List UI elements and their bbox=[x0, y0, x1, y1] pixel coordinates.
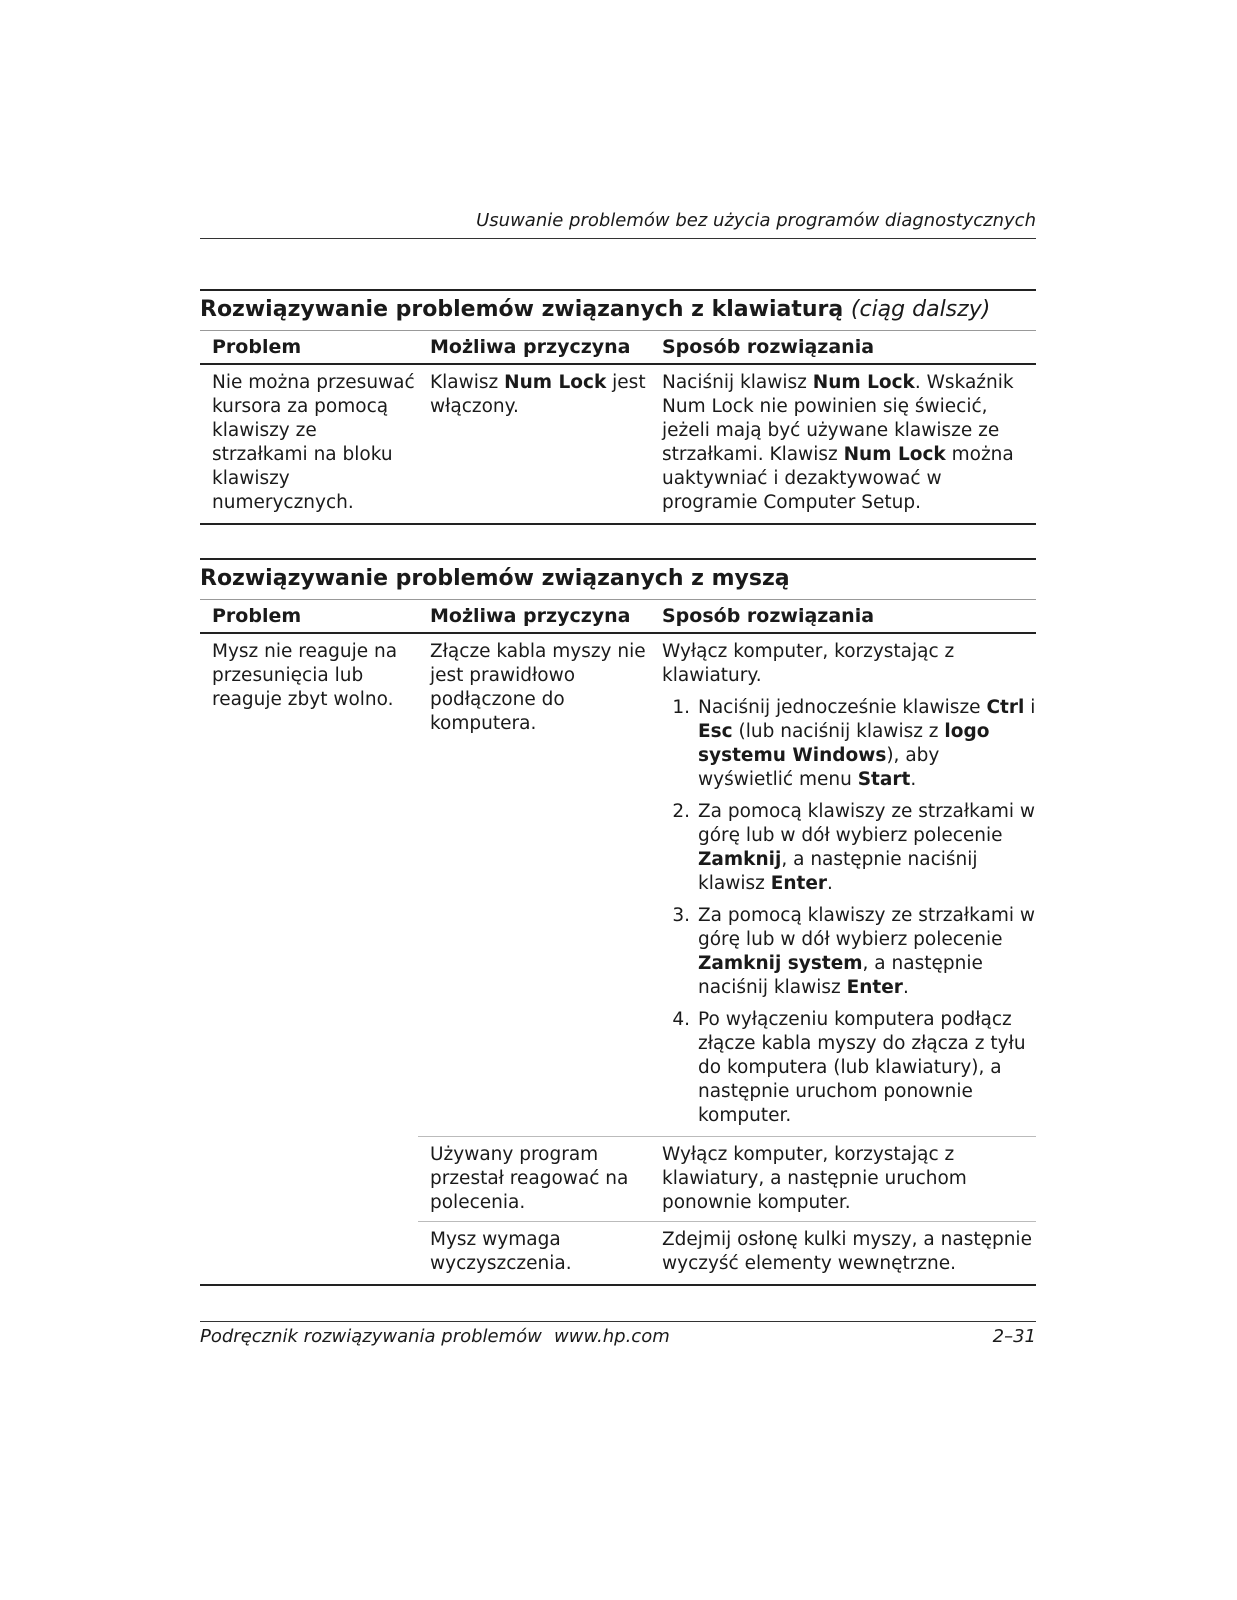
steps-list bbox=[662, 696, 1036, 1128]
step-text bbox=[698, 800, 1036, 896]
footer-rule bbox=[200, 1321, 1036, 1322]
cause-cell: Mysz wymaga wyczyszczenia. bbox=[418, 1221, 650, 1276]
key-name: Enter bbox=[770, 873, 828, 894]
step-text-part: . bbox=[902, 977, 909, 998]
cause-cell: Złącze kabla myszy nie jest prawidłowo podłączone do komputera. bbox=[430, 641, 646, 734]
key-name: Esc bbox=[698, 721, 733, 742]
step-number: 3. bbox=[672, 905, 690, 926]
step-number: 4. bbox=[672, 1009, 690, 1030]
key-name: Start bbox=[857, 769, 911, 790]
mouse-table-header bbox=[200, 599, 1036, 634]
step-text-part: ), aby wyświetlić menu bbox=[698, 745, 940, 790]
solution-intro: Wyłącz komputer, korzystając z klawiatury. bbox=[662, 641, 955, 686]
list-item bbox=[662, 1008, 1036, 1128]
col-header-solution: Sposób rozwiązania bbox=[662, 605, 875, 627]
keyboard-table-title bbox=[200, 289, 1036, 330]
col-header-cause: Możliwa przyczyna bbox=[430, 605, 631, 627]
keyboard-table-header bbox=[200, 330, 1036, 365]
page-number: 2–31 bbox=[992, 1326, 1036, 1347]
table-row bbox=[418, 634, 1036, 1136]
col-header-cause: Możliwa przyczyna bbox=[430, 336, 631, 358]
mouse-table-body bbox=[200, 634, 1036, 1284]
step-text-part: Za pomocą klawiszy ze strzałkami w górę lub w dół wybierz polecenie bbox=[698, 905, 1035, 950]
key-name: Num Lock bbox=[843, 444, 946, 465]
solution-text: . Wskaźnik Num Lock nie powinien się świecić, jeżeli mają być używane klawisze ze strzałkami. Klawisz bbox=[662, 372, 1014, 465]
keyboard-table-title-text: Rozwiązywanie problemów związanych z klawiaturą bbox=[200, 297, 844, 322]
problem-cell: Mysz nie reaguje na przesunięcia lub reaguje zbyt wolno. bbox=[212, 641, 398, 710]
step-text-part: . bbox=[910, 769, 917, 790]
cause-cell: Używany program przestał reagować na polecenia. bbox=[418, 1136, 650, 1215]
table-row bbox=[418, 1221, 1036, 1284]
mouse-table-rows bbox=[418, 634, 1036, 1284]
step-text-part: Za pomocą klawiszy ze strzałkami w górę lub w dół wybierz polecenie bbox=[698, 801, 1035, 846]
key-name: Zamknij bbox=[698, 849, 782, 870]
table-row bbox=[418, 1136, 1036, 1221]
footer-url: www.hp.com bbox=[554, 1326, 670, 1347]
solution-text: można uaktywniać i dezaktywować w programie Computer Setup. bbox=[662, 444, 1014, 513]
table-end-rule bbox=[200, 1284, 1036, 1286]
step-number: 2. bbox=[672, 801, 690, 822]
key-name: Enter bbox=[846, 977, 903, 998]
col-header-problem: Problem bbox=[212, 336, 302, 358]
col-header-solution: Sposób rozwiązania bbox=[662, 336, 875, 358]
step-text-part: , a następnie naciśnij klawisz bbox=[698, 849, 978, 894]
cause-text: Klawisz bbox=[430, 372, 499, 393]
list-item bbox=[662, 696, 1036, 792]
solution-cell: Wyłącz komputer, korzystając z klawiatury, a następnie uruchom ponownie komputer. bbox=[650, 1136, 1036, 1215]
table-end-rule bbox=[200, 523, 1036, 525]
solution-text: Naciśnij klawisz bbox=[662, 372, 807, 393]
footer-title: Podręcznik rozwiązywania problemów bbox=[200, 1326, 542, 1347]
keyboard-table bbox=[200, 289, 1036, 525]
keyboard-table-title-suffix: (ciąg dalszy) bbox=[850, 297, 991, 322]
list-item bbox=[662, 904, 1036, 1000]
cause-text: jest włączony. bbox=[430, 372, 646, 417]
key-name: Num Lock bbox=[812, 372, 915, 393]
mouse-table-title: Rozwiązywanie problemów związanych z myszą bbox=[200, 558, 1036, 599]
solution-cell: Zdejmij osłonę kulki myszy, a następnie wyczyść elementy wewnętrzne. bbox=[650, 1221, 1036, 1276]
problem-cell: Nie można przesuwać kursora za pomocą klawiszy ze strzałkami na bloku klawiszy numerycznych. bbox=[212, 372, 415, 513]
step-text-part: , a następnie naciśnij klawisz bbox=[698, 953, 983, 998]
key-name: Zamknij system bbox=[698, 953, 863, 974]
col-header-problem: Problem bbox=[212, 605, 302, 627]
step-text-part: i bbox=[1030, 697, 1036, 718]
key-name: logo systemu Windows bbox=[698, 721, 990, 766]
header-rule bbox=[200, 238, 1036, 239]
step-text-part: Naciśnij jednocześnie klawisze bbox=[698, 697, 981, 718]
step-text-part: (lub naciśnij klawisz z bbox=[738, 721, 939, 742]
mouse-table bbox=[200, 558, 1036, 1286]
solution-cell bbox=[650, 365, 1036, 515]
solution-cell bbox=[650, 634, 1036, 1136]
step-text bbox=[698, 696, 1036, 792]
key-name: Num Lock bbox=[504, 372, 607, 393]
step-number: 1. bbox=[672, 697, 690, 718]
list-item bbox=[662, 800, 1036, 896]
table-row bbox=[200, 365, 1036, 523]
cause-cell bbox=[418, 365, 650, 515]
step-text-part: . bbox=[827, 873, 833, 894]
step-text: Po wyłączeniu komputera podłącz złącze kabla myszy do złącza z tyłu do komputera (lub klawiatury), a następnie uruchom ponownie komputer. bbox=[698, 1009, 1026, 1126]
running-header: Usuwanie problemów bez użycia programów diagnostycznych bbox=[476, 210, 1036, 231]
step-text bbox=[698, 904, 1036, 1000]
key-name: Ctrl bbox=[986, 697, 1025, 718]
